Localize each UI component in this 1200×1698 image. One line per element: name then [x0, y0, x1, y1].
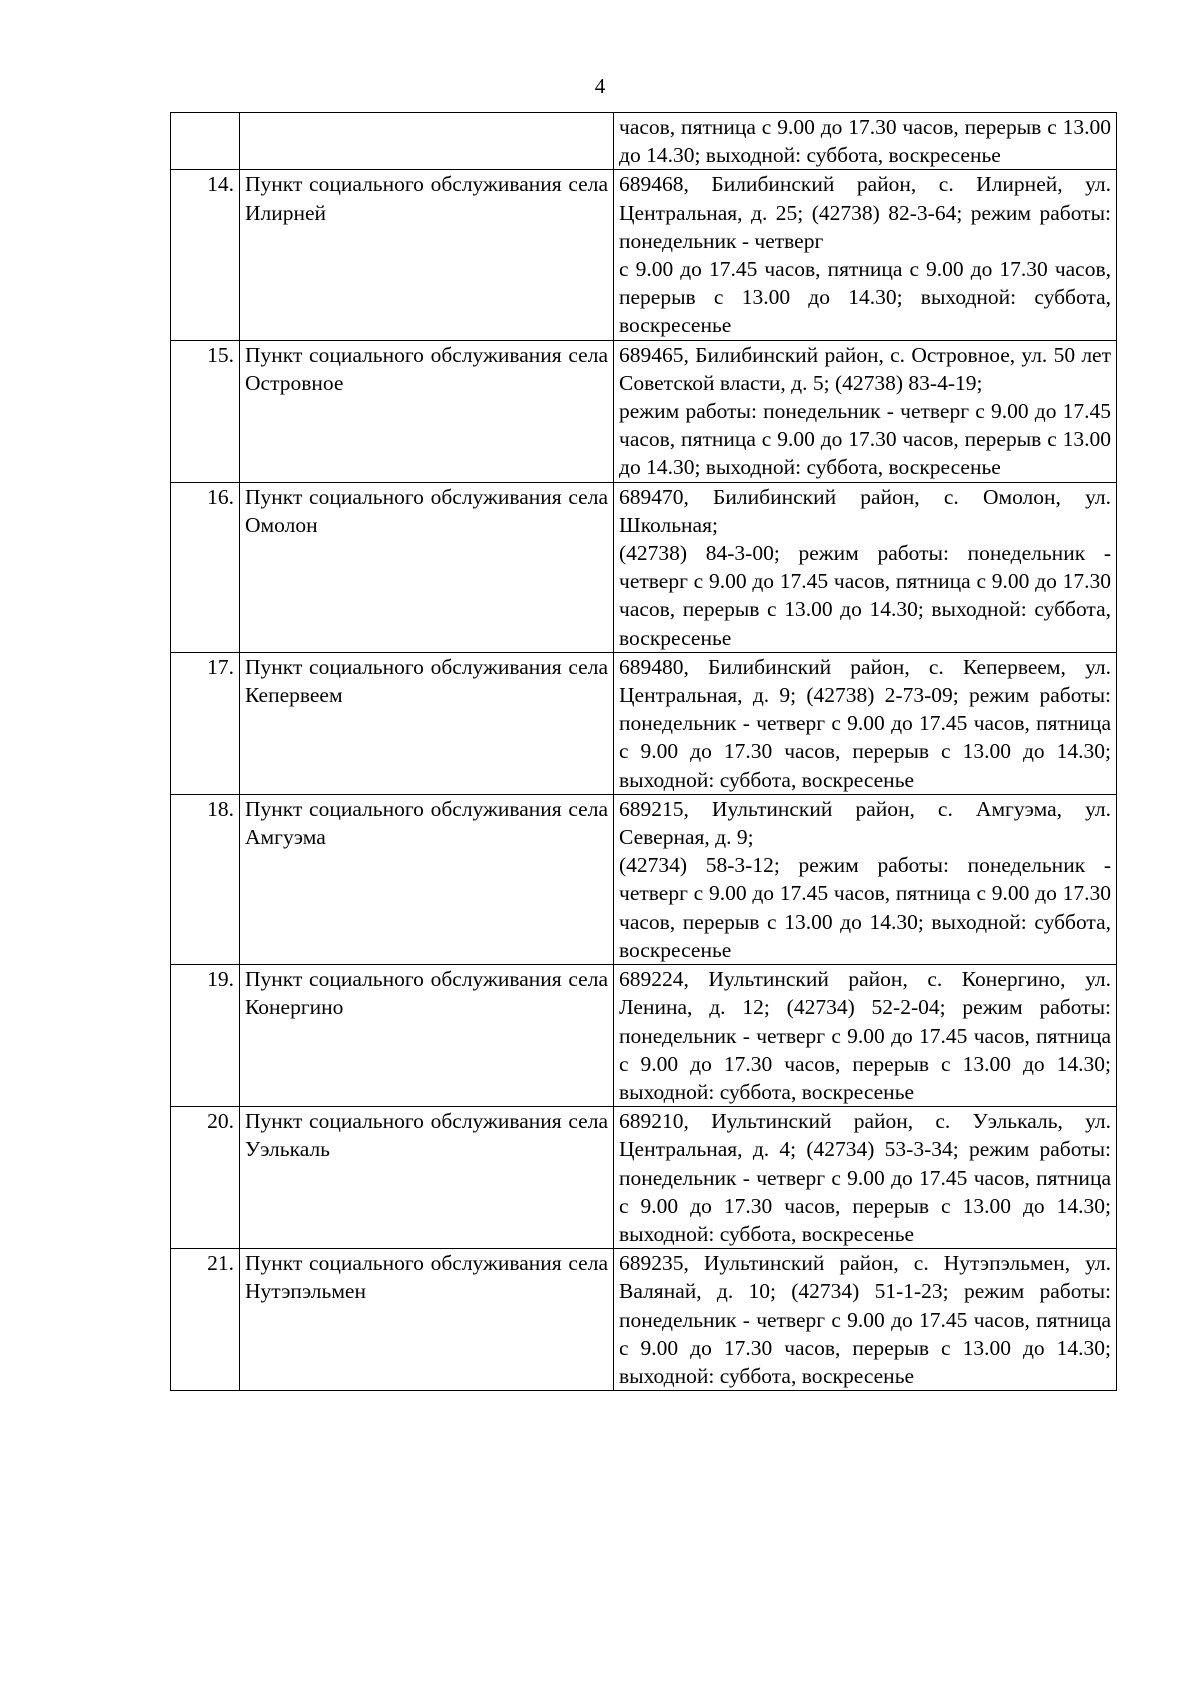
address-paragraph: 689210, Иультинский район, с. Уэлькаль, ул. Центральная, д. 4; (42734) 53-3-34; режим работы: понедельник - четверг с 9.00 до 17.45 часов, пятница с 9.00 до 17.30 часов, перерыв с 13.00 до 14.30; выходной: суббота, воскресенье	[619, 1109, 1111, 1246]
table-row	[171, 965, 1117, 1107]
address-paragraph: (42738) 84-3-00; режим работы: понедельник - четверг с 9.00 до 17.45 часов, пятница с 9.00 до 17.30 часов, перерыв с 13.00 до 14.30; выходной: суббота, воскресенье	[619, 541, 1111, 650]
address-paragraph: 689215, Иультинский район, с. Амгуэма, ул. Северная, д. 9;	[619, 796, 1111, 850]
address-and-schedule	[614, 113, 1117, 170]
table-row	[171, 1107, 1117, 1249]
address-paragraph: (42734) 58-3-12; режим работы: понедельник - четверг с 9.00 до 17.45 часов, пятница с 9.00 до 17.30 часов, перерыв с 13.00 до 14.30; выходной: суббота, воскресенье	[619, 853, 1111, 962]
address-paragraph: 689224, Иультинский район, с. Конергино, ул. Ленина, д. 12; (42734) 52-2-04; режим работы: понедельник - четверг с 9.00 до 17.45 часов, пятница с 9.00 до 17.30 часов, перерыв с 13.00 до 14.30; выходной: суббота, воскресенье	[619, 967, 1111, 1104]
service-point-name: Пункт социального обслуживания села Амгуэма	[240, 794, 614, 964]
row-number: 19.	[171, 965, 240, 1107]
service-point-name: Пункт социального обслуживания села Конергино	[240, 965, 614, 1107]
row-number: 15.	[171, 340, 240, 482]
address-and-schedule	[614, 652, 1117, 794]
row-number: 20.	[171, 1107, 240, 1249]
row-number: 16.	[171, 482, 240, 652]
row-number	[171, 113, 240, 170]
service-point-name: Пункт социального обслуживания села Нутэпэльмен	[240, 1249, 614, 1391]
row-number: 14.	[171, 170, 240, 340]
service-point-name	[240, 113, 614, 170]
social-service-points-table	[170, 112, 1117, 1391]
row-number: 18.	[171, 794, 240, 964]
address-and-schedule	[614, 965, 1117, 1107]
address-paragraph: 689470, Билибинский район, с. Омолон, ул. Школьная;	[619, 484, 1111, 537]
row-number: 21.	[171, 1249, 240, 1391]
row-number: 17.	[171, 652, 240, 794]
table-row	[171, 652, 1117, 794]
service-point-name: Пункт социального обслуживания села Кепервеем	[240, 652, 614, 794]
address-paragraph: режим работы: понедельник - четверг с 9.00 до 17.45 часов, пятница с 9.00 до 17.30 часов, перерыв с 13.00 до 14.30; выходной: суббота, воскресенье	[619, 399, 1111, 480]
address-and-schedule	[614, 794, 1117, 964]
table-row	[171, 794, 1117, 964]
table-body	[171, 113, 1117, 1391]
address-paragraph: 689468, Билибинский район, с. Илирней, ул. Центральная, д. 25; (42738) 82-3-64; режим работы: понедельник - четверг	[619, 172, 1111, 253]
table-row	[171, 340, 1117, 482]
service-point-name: Пункт социального обслуживания села Омолон	[240, 482, 614, 652]
address-paragraph: часов, пятница с 9.00 до 17.30 часов, перерыв с 13.00 до 14.30; выходной: суббота, воскресенье	[619, 115, 1111, 168]
table-row	[171, 113, 1117, 170]
address-and-schedule	[614, 340, 1117, 482]
table-row	[171, 1249, 1117, 1391]
table-row	[171, 170, 1117, 340]
service-point-name: Пункт социального обслуживания села Илирней	[240, 170, 614, 340]
address-paragraph: 689480, Билибинский район, с. Кепервеем, ул. Центральная, д. 9; (42738) 2-73-09; режим работы: понедельник - четверг с 9.00 до 17.45 часов, пятница с 9.00 до 17.30 часов, перерыв с 13.00 до 14.30; выходной: суббота, воскресенье	[619, 654, 1111, 792]
table-row	[171, 482, 1117, 652]
address-and-schedule	[614, 1249, 1117, 1391]
address-paragraph: 689465, Билибинский район, с. Островное, ул. 50 лет Советской власти, д. 5; (42738) 83-4-19;	[619, 342, 1111, 395]
service-point-name: Пункт социального обслуживания села Островное	[240, 340, 614, 482]
address-and-schedule	[614, 482, 1117, 652]
address-paragraph: с 9.00 до 17.45 часов, пятница с 9.00 до 17.30 часов, перерыв с 13.00 до 14.30; выходной: суббота, воскресенье	[619, 257, 1111, 338]
page-number: 4	[594, 74, 606, 98]
address-and-schedule	[614, 1107, 1117, 1249]
service-point-name: Пункт социального обслуживания села Уэлькаль	[240, 1107, 614, 1249]
address-paragraph: 689235, Иультинский район, с. Нутэпэльмен, ул. Валянай, д. 10; (42734) 51-1-23; режим работы: понедельник - четверг с 9.00 до 17.45 часов, пятница с 9.00 до 17.30 часов, перерыв с 13.00 до 14.30; выходной: суббота, воскресенье	[619, 1251, 1111, 1388]
address-and-schedule	[614, 170, 1117, 340]
